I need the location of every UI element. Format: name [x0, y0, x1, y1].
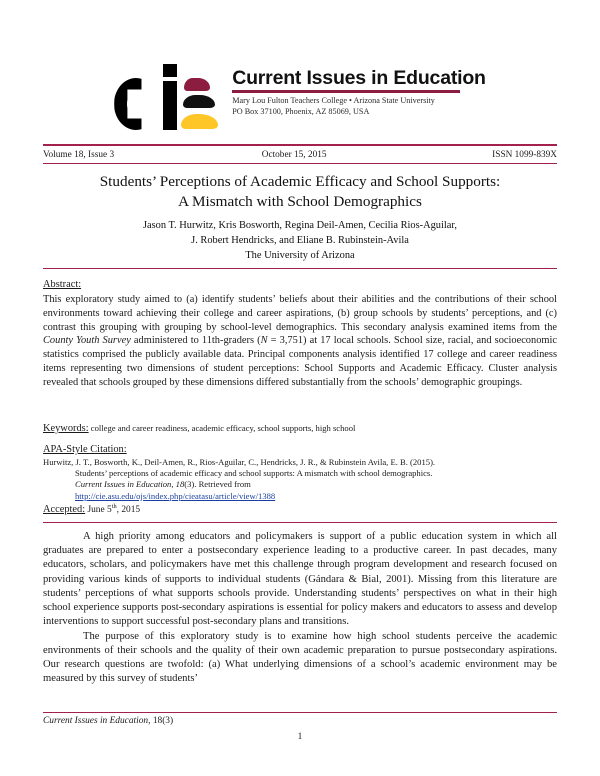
- author-affiliation: The University of Arizona: [245, 250, 355, 262]
- accepted-label: Accepted:: [43, 504, 86, 516]
- publisher-affiliation-line-1: Mary Lou Fulton Teachers College • Arizona State University: [232, 96, 435, 106]
- abstract-text-part-2: administered to 11th-graders (: [130, 335, 261, 347]
- body-paragraph-1: A high priority among educators and policymakers is support of a public education system in which all graduates are prepared to enter a postsecondary experience leading to a productive career. In past decades, many educators, scholars, and policymakers have met this challenge through program development and research focused on providing various kinds of supports to individual students (Gándara & Bial, 2001). Missing from this literature are students’ perceptions of what supports schools provide. Understanding students’ perspectives on what in their high school experience supports post-secondary aspirations is essential for policy makers and educators to assess and develop interventions to support successful post-secondary plans and transitions.: [43, 531, 557, 628]
- abstract-text-part-1: This exploratory study aimed to (a) identify students’ beliefs about their abilities and the contributions of their school environments toward achieving their college and career aspirations, (b) group schools by students’ perceptions, and (c) contrast this grouping with grouping by school-level demographics. This secondary analysis examined items from the: [43, 294, 557, 333]
- footer-issue: , 18(3): [148, 716, 174, 726]
- article-title-line-2: A Mismatch with School Demographics: [178, 193, 422, 211]
- abstract-text-part-4: and socioeconomic statistics comprised the publicly available data. Principal components analysis identified 17 college and career readiness items representing two dimensions of student perceptions: School Supports and Academic Efficacy. Cluster analysis revealed that schools grouped by these dimensions differed substantially from the schools’ demographic groupings.: [43, 335, 557, 388]
- logo-letter-i-stem-icon: [163, 81, 177, 130]
- logo-band-maroon-icon: [184, 78, 210, 91]
- apa-citation-section: [43, 443, 557, 502]
- citation-issue-retrieved: (3). Retrieved from: [184, 479, 251, 490]
- citation-volume: 18: [175, 479, 185, 490]
- author-line-2: J. Robert Hendricks, and Eliane B. Rubinstein-Avila: [191, 235, 409, 247]
- citation-line-1: Hurwitz, J. T., Bosworth, K., Deil-Amen, R., Rios-Aguilar, C., Hendricks, J. R., & Rubinstein Avila, E. B. (2015).: [43, 456, 436, 467]
- logo-letter-c-icon: [114, 78, 158, 130]
- divider-body-top: [43, 522, 557, 523]
- citation-comma: ,: [171, 479, 176, 490]
- article-title-line-1: Students’ Perceptions of Academic Efficacy and School Supports:: [99, 173, 501, 190]
- abstract-sample-symbol: N: [260, 335, 268, 347]
- publisher-address-line-2: PO Box 37100, Phoenix, AZ 85069, USA: [232, 107, 370, 117]
- abstract-text: [43, 293, 557, 390]
- accepted-year: , 2015: [116, 505, 141, 516]
- author-block: [60, 218, 540, 263]
- accepted-date-section: [43, 503, 140, 515]
- abstract-label: Abstract:: [43, 279, 82, 290]
- journal-title-underline: [232, 90, 460, 93]
- footer-running-head: [43, 716, 173, 726]
- volume-issue-label: Volume 18, Issue 3: [43, 149, 115, 160]
- journal-title: Current Issues in Education: [232, 67, 486, 89]
- accepted-month-day: June 5: [85, 505, 112, 516]
- issn-label: ISSN 1099-839X: [492, 149, 557, 160]
- abstract-section: [43, 274, 557, 390]
- accepted-ordinal-suffix: th: [111, 503, 117, 510]
- keywords-label: Keywords:: [43, 423, 89, 434]
- masthead-text-block: [232, 62, 486, 118]
- citation-line-2: Students’ perceptions of academic efficacy and school supports: A mismatch with school demographics.: [75, 468, 433, 479]
- logo-band-gold-icon: [181, 114, 218, 129]
- citation-journal-name: Current Issues in Education: [75, 479, 172, 490]
- abstract-text-part-3: = 3,751) at 17 local schools. School size, racial,: [267, 335, 474, 347]
- footer-journal-name: Current Issues in Education: [43, 716, 149, 726]
- journal-masthead: [0, 62, 600, 140]
- keywords-section: [43, 422, 557, 436]
- author-line-1: Jason T. Hurwitz, Kris Bosworth, Regina Deil-Amen, Cecilia Rios-Aguilar,: [142, 220, 458, 231]
- volume-info-bar: [43, 147, 557, 162]
- abstract-survey-name: County Youth Survey: [43, 335, 131, 347]
- body-paragraph-2: The purpose of this exploratory study is to examine how high school students perceive the academic environments of their schools and the quality of their own academic preparation to pursue postsecondary aspirations. Our research questions are twofold: (a) What underlying dimensions of a school’s academic environment may be measured by this survey of students’: [43, 630, 557, 685]
- cie-logo: [114, 64, 218, 134]
- citation-url-link[interactable]: http://cie.asu.edu/ojs/index.php/cieatasu/article/view/1388: [75, 490, 276, 501]
- publication-date-label: October 15, 2015: [261, 149, 327, 160]
- logo-letter-i-dot-icon: [163, 64, 177, 77]
- divider-abstract-top: [43, 268, 557, 269]
- divider-footer-top: [43, 712, 557, 713]
- keywords-value: college and career readiness, academic efficacy, school supports, high school: [88, 423, 356, 433]
- logo-band-black-icon: [183, 95, 215, 108]
- footer-page-number: 1: [297, 732, 303, 742]
- article-body: [43, 530, 557, 687]
- article-title: [50, 172, 550, 212]
- divider-volume-bottom: [43, 163, 557, 164]
- apa-citation-label: APA-Style Citation:: [43, 444, 127, 455]
- divider-volume-top: [43, 144, 557, 146]
